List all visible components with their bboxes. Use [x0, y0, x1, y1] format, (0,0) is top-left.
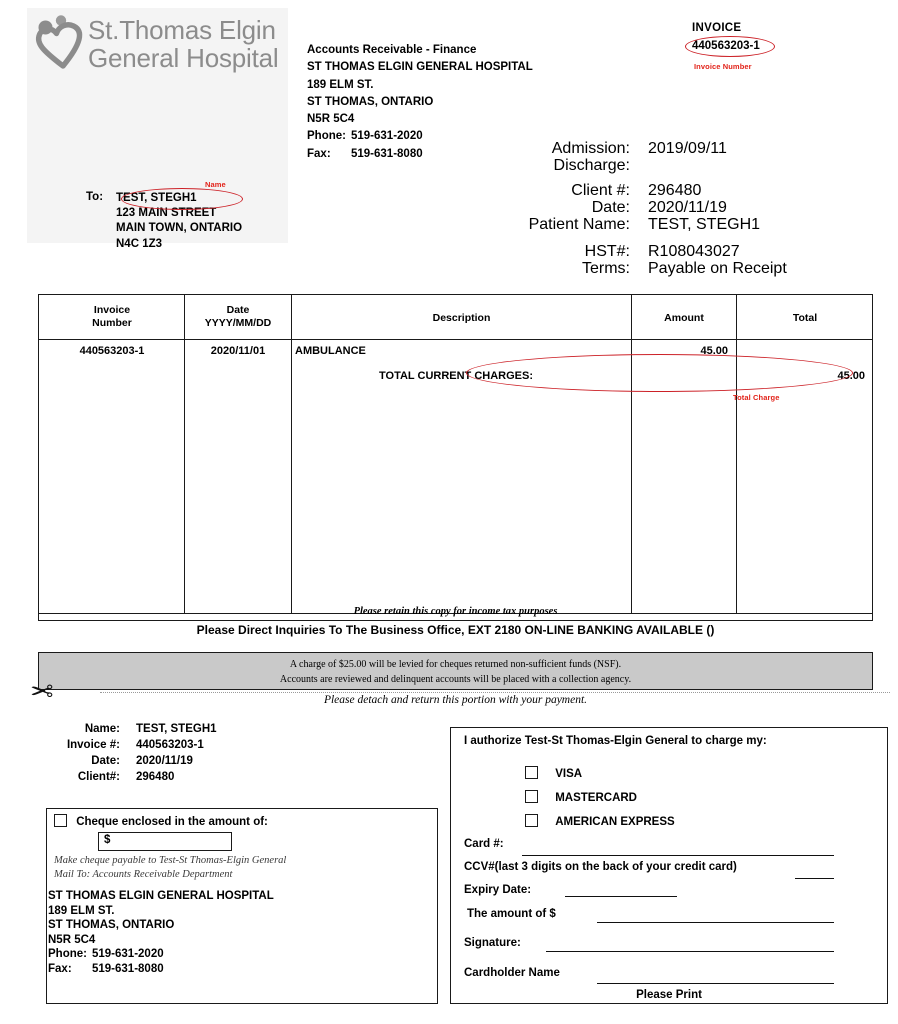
recipient-name: TEST, STEGH1: [116, 192, 197, 204]
table-col-divider-3: [631, 295, 632, 613]
hospital-name: [88, 16, 278, 72]
meta-label-discharge: Discharge:: [553, 157, 630, 174]
stub-addr-phone-row: [48, 947, 274, 962]
expiry-date-input[interactable]: [565, 896, 677, 897]
stub-label-name: Name:: [84, 723, 120, 735]
nsf-line2: Accounts are reviewed and delinquent accounts will be placed with a collection agency.: [279, 674, 632, 685]
invoice-number-annotation: Invoice Number: [694, 62, 752, 71]
retain-copy-note: Please retain this copy for income tax purposes: [38, 604, 873, 621]
stub-addr-fax-value: 519-631-8080: [92, 962, 164, 975]
header-date-line1: Date: [226, 304, 250, 316]
remitter-phone-label: Phone:: [307, 130, 346, 143]
total-charge-highlight-ellipse: [466, 354, 853, 392]
signature-input[interactable]: [546, 951, 834, 952]
invoice-number-highlight-ellipse: [685, 36, 775, 57]
table-header-total: Total: [792, 312, 818, 324]
meta-value-client: 296480: [648, 182, 702, 199]
make-cheque-line1: Make cheque payable to Test-St Thomas-Elgin General: [54, 855, 287, 866]
table-header-amount: Amount: [664, 312, 704, 324]
header-invoice-line1: Invoice: [93, 304, 131, 316]
remitter-postal: N5R 5C4: [307, 113, 355, 126]
amex-label: AMERICAN EXPRESS: [555, 816, 675, 828]
perforation-line: [100, 692, 890, 693]
stub-addr-phone-label: Phone:: [48, 948, 87, 960]
hospital-name-line2: General Hospital: [88, 43, 279, 73]
table-header-date: [185, 304, 291, 330]
invoice-heading: INVOICE: [692, 22, 742, 34]
total-current-charges-label: TOTAL CURRENT CHARGES:: [379, 370, 533, 382]
table-header-divider: [39, 339, 872, 340]
remitter-department: Accounts Receivable - Finance: [307, 44, 477, 56]
credit-card-authorization-title: I authorize Test-St Thomas-Elgin General to charge my:: [464, 735, 767, 747]
recipient-city: MAIN TOWN, ONTARIO: [116, 222, 243, 235]
invoice-number: 440563203-1: [692, 40, 760, 52]
recipient-street: 123 MAIN STREET: [116, 207, 217, 220]
stub-mailing-address: [48, 889, 274, 976]
row-date: 2020/11/01: [210, 345, 266, 357]
total-charge-annotation: Total Charge: [733, 393, 780, 402]
remitter-city: ST THOMAS, ONTARIO: [307, 95, 434, 108]
stub-addr-fax-row: [48, 962, 274, 977]
meta-label-terms: Terms:: [582, 260, 630, 277]
stub-label-invoice: Invoice #:: [66, 739, 120, 751]
stub-value-date: 2020/11/19: [136, 755, 193, 767]
stub-value-name: TEST, STEGH1: [136, 723, 217, 735]
meta-label-admission: Admission:: [551, 140, 630, 157]
mastercard-checkbox[interactable]: [525, 790, 538, 803]
recipient-name-highlight-ellipse: [121, 188, 243, 210]
cheque-enclosed-label: Cheque enclosed in the amount of:: [76, 816, 268, 828]
meta-label-hst: HST#:: [584, 243, 630, 260]
ccv-input[interactable]: [795, 878, 834, 879]
stub-label-date: Date:: [91, 755, 120, 767]
to-label: To:: [86, 191, 104, 203]
meta-label-client: Client #:: [571, 182, 630, 199]
remitter-phone-value: 519-631-2020: [351, 130, 423, 143]
meta-label-patient-name: Patient Name:: [528, 216, 630, 233]
row-description: AMBULANCE: [295, 345, 366, 357]
cheque-enclosed-row[interactable]: [54, 814, 268, 828]
make-cheque-line2: Mail To: Accounts Receivable Department: [54, 868, 233, 880]
amount-label: The amount of $: [467, 908, 556, 920]
make-cheque-instructions: [54, 854, 286, 881]
table-col-divider-2: [291, 295, 292, 613]
table-header-invoice-number: [40, 304, 184, 330]
meta-value-terms: Payable on Receipt: [648, 260, 787, 277]
stub-label-client: Client#:: [77, 771, 120, 783]
table-col-divider-1: [184, 295, 185, 613]
meta-value-hst: R108043027: [648, 243, 740, 260]
credit-card-option-amex[interactable]: [525, 814, 675, 828]
remitter-name: ST THOMAS ELGIN GENERAL HOSPITAL: [307, 61, 533, 74]
ccv-label: CCV#(last 3 digits on the back of your credit card): [464, 861, 737, 873]
cardholder-name-input[interactable]: [597, 983, 834, 984]
recipient-postal: N4C 1Z3: [116, 237, 163, 250]
remitter-street: 189 ELM ST.: [307, 78, 374, 91]
stub-addr-name: ST THOMAS ELGIN GENERAL HOSPITAL: [48, 890, 274, 902]
table-header-description: Description: [432, 312, 491, 324]
amex-checkbox[interactable]: [525, 814, 538, 827]
stub-addr-phone-value: 519-631-2020: [92, 948, 164, 960]
meta-value-patient-name: TEST, STEGH1: [648, 216, 761, 233]
visa-label: VISA: [555, 768, 583, 780]
stub-value-client: 296480: [136, 771, 175, 783]
stub-addr-fax-label: Fax:: [48, 962, 72, 975]
scissors-icon: ✂: [30, 676, 54, 707]
recipient-name-annotation: Name: [205, 180, 226, 189]
amount-input-line[interactable]: [597, 922, 834, 923]
hospital-name-line1: St.Thomas Elgin: [88, 15, 276, 45]
table-col-divider-4: [736, 295, 737, 613]
header-date-line2: YYYY/MM/DD: [204, 317, 272, 329]
meta-value-admission: 2019/09/11: [648, 140, 727, 157]
stub-addr-postal: N5R 5C4: [48, 933, 96, 946]
cheque-enclosed-checkbox[interactable]: [54, 814, 67, 827]
mastercard-label: MASTERCARD: [555, 792, 637, 804]
cardholder-name-label: Cardholder Name: [464, 967, 560, 979]
stub-addr-street: 189 ELM ST.: [48, 904, 115, 917]
cheque-amount-input[interactable]: $: [98, 832, 232, 851]
stub-value-invoice: 440563203-1: [136, 739, 204, 751]
row-amount: 45.00: [700, 345, 728, 357]
card-number-label: Card #:: [464, 838, 504, 850]
heart-person-logo-icon: [33, 14, 91, 70]
please-print-note: Please Print: [636, 989, 702, 1001]
inquiries-line: Please Direct Inquiries To The Business Office, EXT 2180 ON-LINE BANKING AVAILABLE (): [196, 623, 715, 637]
remitter-fax-value: 519-631-8080: [351, 147, 423, 160]
header-invoice-line2: Number: [92, 317, 132, 329]
remitter-fax-label: Fax:: [307, 147, 331, 160]
nsf-line1: A charge of $25.00 will be levied for cheques returned non-sufficient funds (NSF).: [289, 659, 622, 670]
card-number-input[interactable]: [522, 855, 834, 856]
nsf-notice-band: [38, 652, 873, 690]
expiry-date-label: Expiry Date:: [464, 884, 532, 896]
meta-label-date: Date:: [591, 199, 630, 216]
detach-note: Please detach and return this portion with your payment.: [323, 694, 588, 706]
total-current-charges-value: 45.00: [837, 370, 865, 382]
row-invoice-number: 440563203-1: [79, 345, 145, 357]
stub-addr-city: ST THOMAS, ONTARIO: [48, 919, 175, 931]
signature-label: Signature:: [464, 937, 521, 949]
meta-value-date: 2020/11/19: [648, 199, 727, 216]
charges-table: [38, 294, 873, 614]
credit-card-option-mastercard[interactable]: [525, 790, 637, 804]
visa-checkbox[interactable]: [525, 766, 538, 779]
credit-card-option-visa[interactable]: [525, 766, 582, 780]
